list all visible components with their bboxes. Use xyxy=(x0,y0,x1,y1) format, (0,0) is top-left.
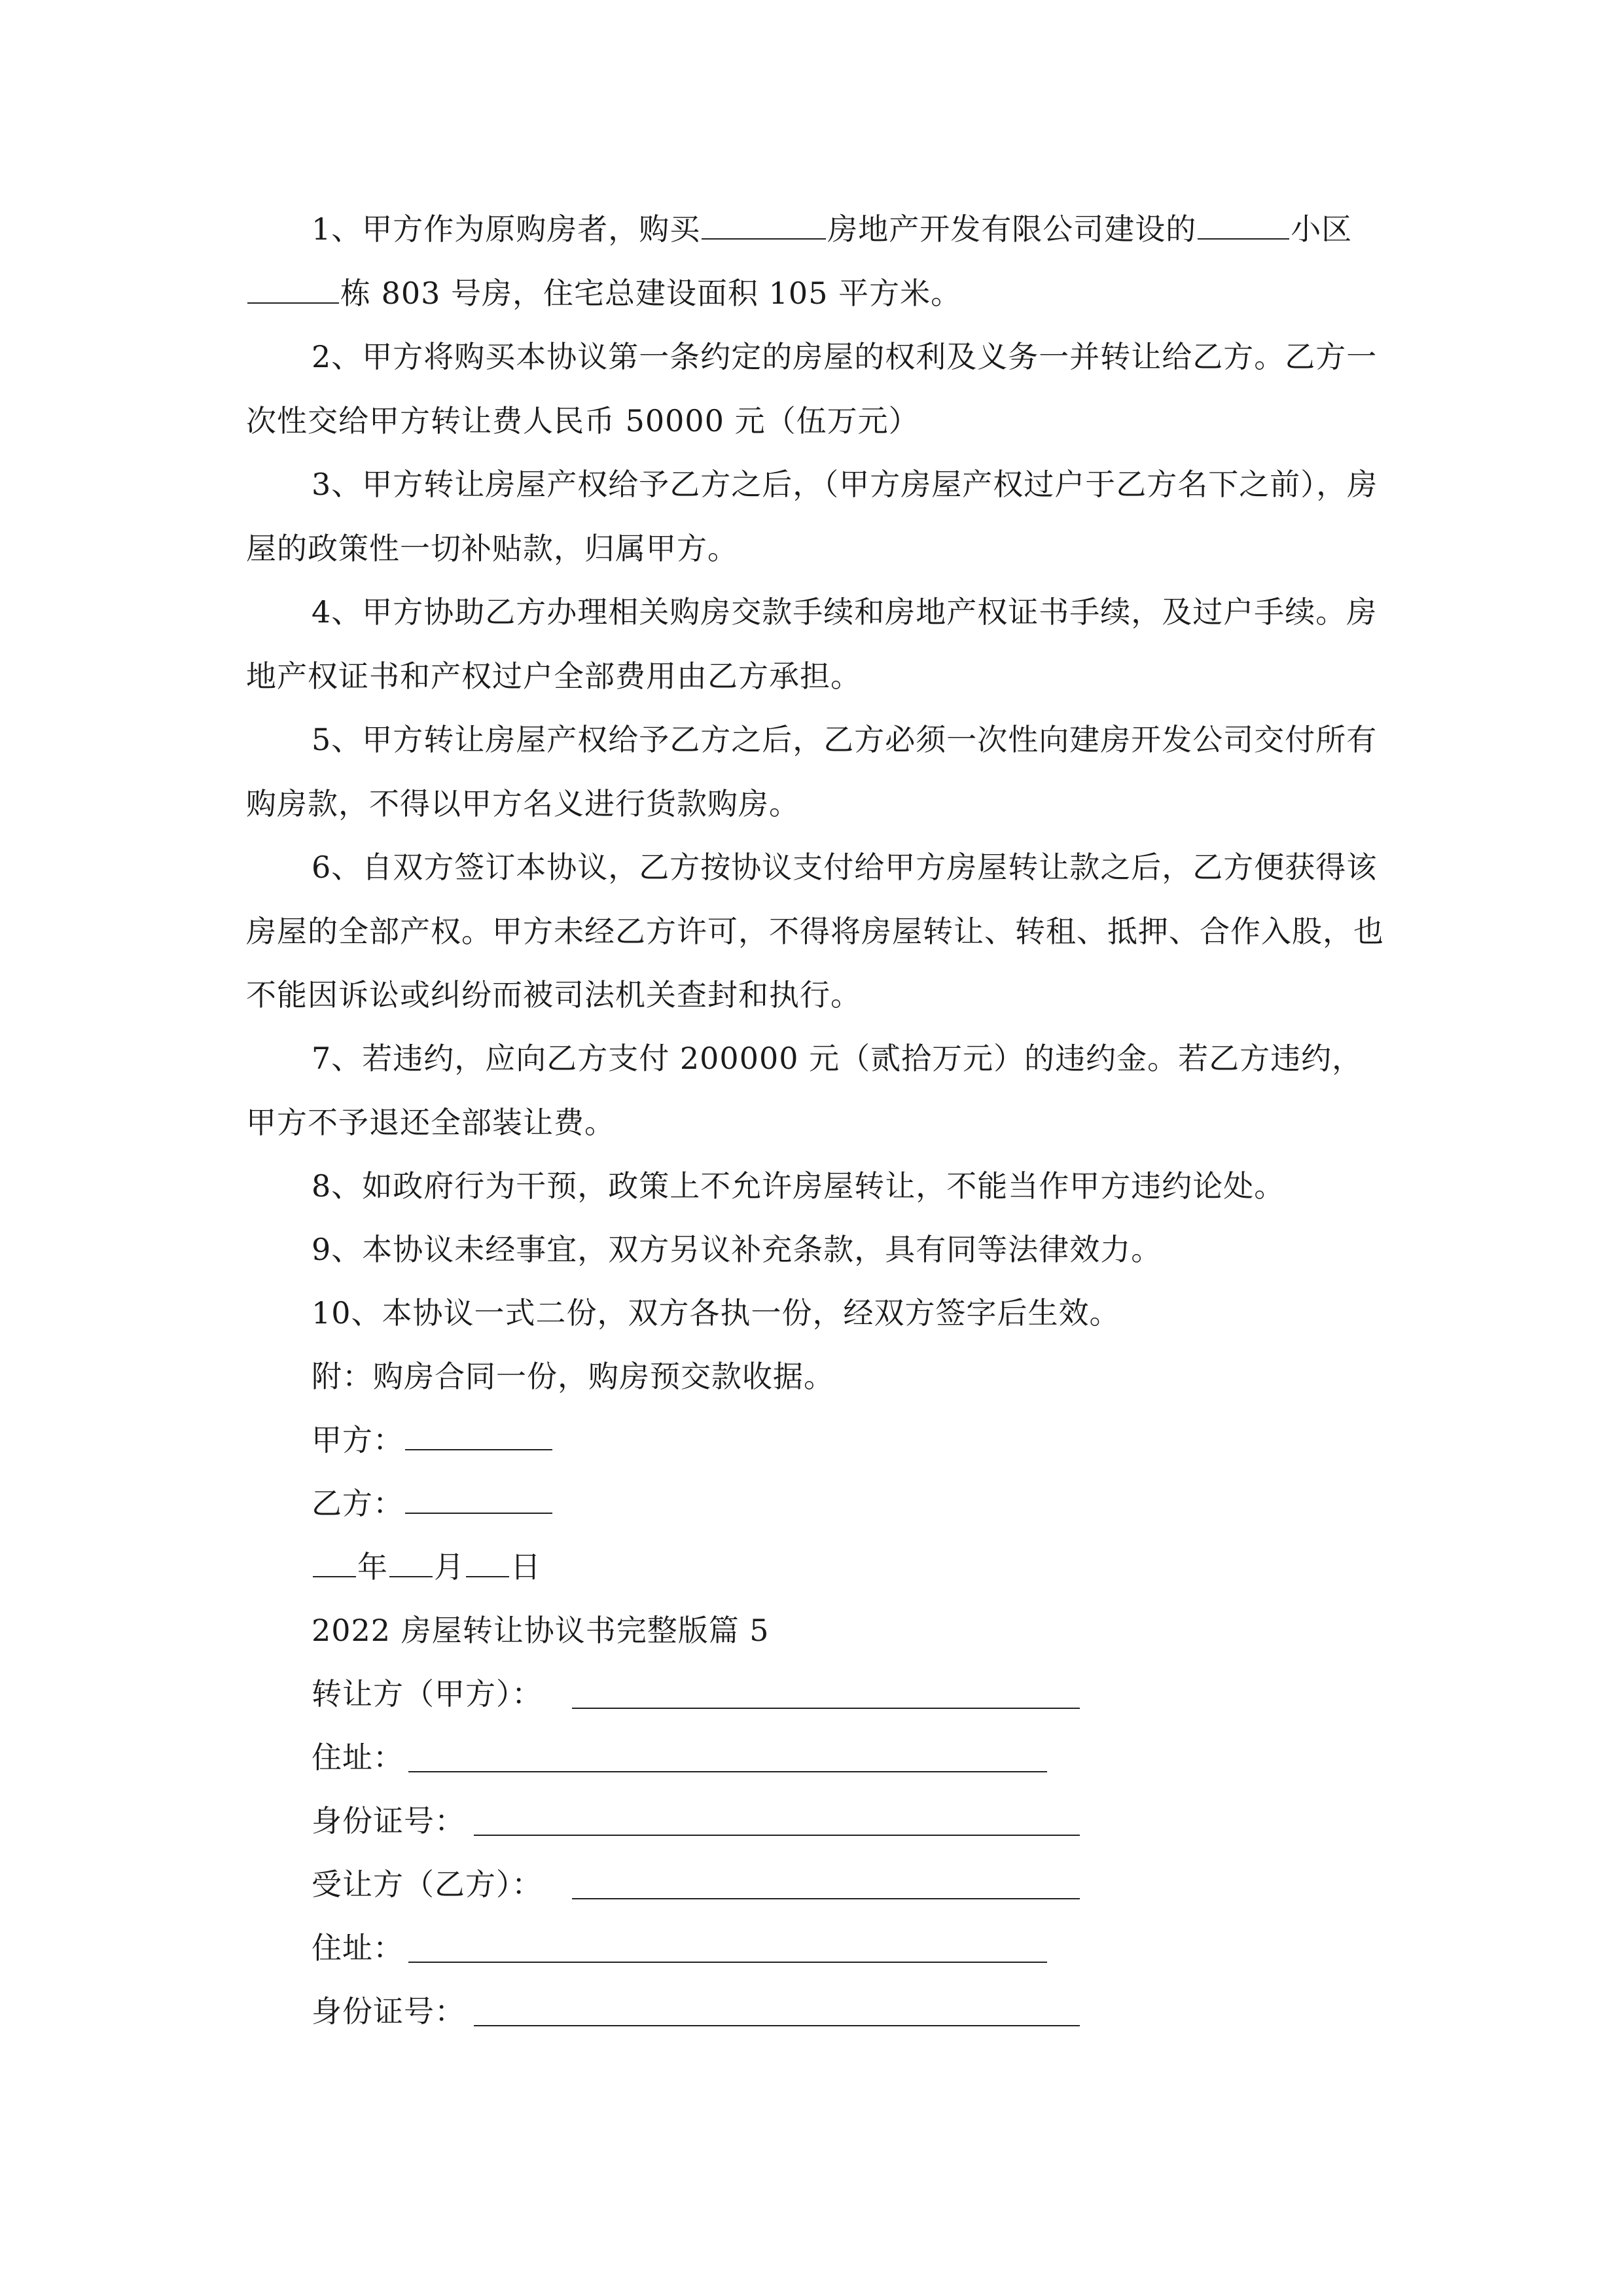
clause-2: 2、甲方将购买本协议第一条约定的房屋的权利及义务一并转让给乙方。乙方一次性交给甲方转让费人民币 50000 元（伍万元） xyxy=(246,339,1378,439)
date-line xyxy=(312,1535,541,1600)
clause-1-text-d: 栋 803 号房，住宅总建设面积 105 平方米。 xyxy=(340,275,962,311)
clause-7: 7、若违约，应向乙方支付 200000 元（贰拾万元）的违约金。若乙方违约，甲方不予退还全部装让费。 xyxy=(246,1041,1363,1140)
developer-blank xyxy=(702,212,826,240)
transferee-field-line xyxy=(572,1898,1080,1899)
address-2-label: 住址： xyxy=(312,1930,404,1965)
id-2-field-line xyxy=(474,2025,1080,2026)
building-blank xyxy=(247,276,339,304)
id-2-label: 身份证号： xyxy=(312,1994,465,2029)
clause-3: 3、甲方转让房屋产权给予乙方之后，（甲方房屋产权过户于乙方名下之前），房屋的政策性一切补贴款，归属甲方。 xyxy=(246,467,1378,566)
transferee-label: 受让方（乙方）： xyxy=(312,1867,543,1902)
address-2-field-line xyxy=(408,1962,1047,1963)
clause-1-text-a: 1、甲方作为原购房者，购买 xyxy=(312,211,701,247)
transferor-field-line xyxy=(572,1708,1080,1709)
id-1-field-line xyxy=(474,1835,1080,1836)
party-b-signature xyxy=(312,1472,554,1536)
day-label: 日 xyxy=(510,1549,541,1585)
year-label: 年 xyxy=(357,1549,388,1585)
clause-1-text-c: 小区 xyxy=(1291,211,1353,247)
party-a-label: 甲方： xyxy=(312,1422,404,1458)
clause-9: 9、本协议未经事宜，双方另议补充条款，具有同等法律效力。 xyxy=(312,1232,1162,1267)
clause-4: 4、甲方协助乙方办理相关购房交款手续和房地产权证书手续，及过户手续。房地产权证书和产权过户全部费用由乙方承担。 xyxy=(246,594,1378,694)
party-b-signature-blank xyxy=(405,1486,552,1514)
party-b-label: 乙方： xyxy=(312,1486,404,1521)
transferor-label: 转让方（甲方）： xyxy=(312,1676,543,1712)
month-label: 月 xyxy=(434,1549,465,1585)
party-a-signature xyxy=(312,1408,554,1473)
clause-1 xyxy=(246,198,1385,325)
community-blank xyxy=(1198,212,1289,240)
attachment-note: 附：购房合同一份，购房预交款收据。 xyxy=(312,1359,834,1394)
address-1-label: 住址： xyxy=(312,1740,404,1775)
clause-8: 8、如政府行为干预，政策上不允许房屋转让，不能当作甲方违约论处。 xyxy=(312,1168,1285,1204)
year-blank xyxy=(313,1550,356,1577)
id-1-label: 身份证号： xyxy=(312,1803,465,1839)
address-1-field-line xyxy=(408,1771,1047,1772)
clause-1-text-b: 房地产开发有限公司建设的 xyxy=(827,211,1197,247)
day-blank xyxy=(466,1550,509,1577)
clause-6: 6、自双方签订本协议，乙方按协议支付给甲方房屋转让款之后，乙方便获得该房屋的全部产权。甲方未经乙方许可，不得将房屋转让、转租、抵押、合作入股，也不能因诉讼或纠纷而被司法机关查封和执行。 xyxy=(246,850,1384,1013)
clause-10: 10、本协议一式二份，双方各执一份，经双方签字后生效。 xyxy=(312,1295,1120,1331)
month-blank xyxy=(389,1550,433,1577)
party-a-signature-blank xyxy=(405,1423,552,1450)
section-title: 2022 房屋转让协议书完整版篇 5 xyxy=(312,1613,770,1648)
clause-5: 5、甲方转让房屋产权给予乙方之后，乙方必须一次性向建房开发公司交付所有购房款，不得以甲方名义进行货款购房。 xyxy=(246,722,1378,821)
